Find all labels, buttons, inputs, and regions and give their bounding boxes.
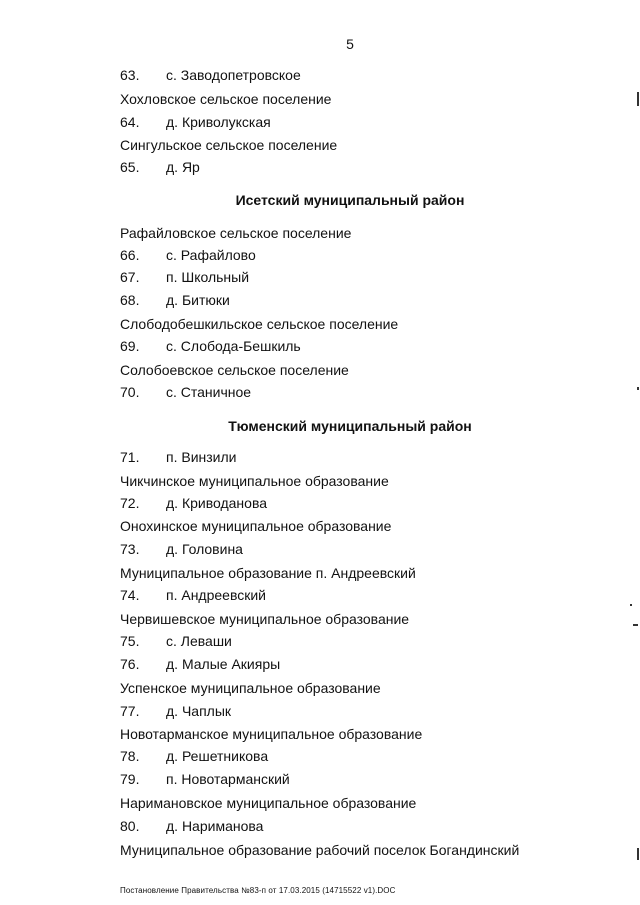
- municipality-name: Рафайловское сельское поселение: [120, 225, 352, 241]
- item-number: 73.: [120, 541, 140, 557]
- settlement-name: д. Решетникова: [166, 748, 269, 764]
- item-number: 71.: [120, 449, 140, 465]
- settlement-name: д. Криводанова: [166, 495, 268, 511]
- item-number: 76.: [120, 656, 140, 672]
- list-item: [120, 291, 230, 309]
- settlement-name: с. Рафайлово: [166, 247, 256, 263]
- municipality-name: Червишевское муниципальное образование: [120, 611, 410, 627]
- list-item: [120, 540, 243, 558]
- page-number: 5: [346, 36, 354, 52]
- settlement-name: д. Малые Акияры: [166, 656, 281, 672]
- item-number: 64.: [120, 114, 140, 130]
- list-item: [120, 268, 249, 286]
- scan-mark: [637, 848, 639, 860]
- municipality-name: Муниципальное образование п. Андреевский: [120, 565, 416, 581]
- item-number: 77.: [120, 703, 140, 719]
- item-number: 68.: [120, 292, 140, 308]
- settlement-name: п. Андреевский: [166, 587, 267, 603]
- settlement-name: д. Чаплык: [166, 703, 232, 719]
- municipality-name: Онохинское муниципальное образование: [120, 518, 392, 534]
- municipality-name: Муниципальное образование рабочий поселок Богандинский: [120, 842, 520, 858]
- list-item: [120, 158, 200, 176]
- municipality-name: Хохловское сельское поселение: [120, 91, 332, 107]
- item-number: 79.: [120, 771, 140, 787]
- list-item: [120, 448, 236, 466]
- list-item: [120, 747, 268, 765]
- item-number: 80.: [120, 818, 140, 834]
- settlement-name: с. Слобода-Бешкиль: [166, 338, 301, 354]
- municipality-name: Успенское муниципальное образование: [120, 680, 381, 696]
- municipality-name: Солобоевское сельское поселение: [120, 362, 349, 378]
- item-number: 72.: [120, 495, 140, 511]
- municipality-name: Наримановское муниципальное образование: [120, 795, 417, 811]
- item-number: 69.: [120, 338, 140, 354]
- municipality-name: Новотарманское муниципальное образование: [120, 726, 423, 742]
- scan-mark: [637, 92, 639, 106]
- list-item: [120, 770, 290, 788]
- list-item: [120, 632, 232, 650]
- municipality-name: Чикчинское муниципальное образование: [120, 473, 389, 489]
- scan-mark: [633, 624, 638, 626]
- item-number: 66.: [120, 247, 140, 263]
- scan-mark: [637, 387, 639, 390]
- settlement-name: д. Яр: [166, 159, 200, 175]
- list-item: [120, 113, 271, 131]
- settlement-name: д. Головина: [166, 541, 243, 557]
- scan-mark: [630, 604, 632, 606]
- settlement-name: с. Заводопетровское: [166, 67, 301, 83]
- list-item: [120, 337, 301, 355]
- municipality-name: Слободобешкильское сельское поселение: [120, 316, 399, 332]
- list-item: [120, 246, 256, 264]
- item-number: 78.: [120, 748, 140, 764]
- settlement-name: п. Школьный: [166, 269, 250, 285]
- settlement-name: с. Леваши: [166, 633, 232, 649]
- item-number: 65.: [120, 159, 140, 175]
- settlement-name: д. Нариманова: [166, 818, 264, 834]
- settlement-name: п. Винзили: [166, 449, 237, 465]
- list-item: [120, 817, 263, 835]
- footer-text: Постановление Правительства №83-п от 17.03.2015 (14715522 v1).DOC: [120, 886, 396, 895]
- settlement-name: д. Битюки: [166, 292, 230, 308]
- item-number: 75.: [120, 633, 140, 649]
- settlement-name: п. Новотарманский: [166, 771, 290, 787]
- list-item: [120, 383, 251, 401]
- list-item: [120, 66, 301, 84]
- item-number: 67.: [120, 269, 140, 285]
- list-item: [120, 494, 267, 512]
- list-item: [120, 655, 280, 673]
- section-heading: Исетский муниципальный район: [235, 192, 465, 208]
- list-item: [120, 702, 231, 720]
- item-number: 63.: [120, 67, 140, 83]
- item-number: 70.: [120, 384, 140, 400]
- municipality-name: Сингульское сельское поселение: [120, 137, 338, 153]
- settlement-name: д. Криволукская: [166, 114, 271, 130]
- section-heading: Тюменский муниципальный район: [228, 418, 472, 434]
- settlement-name: с. Станичное: [166, 384, 252, 400]
- list-item: [120, 586, 266, 604]
- item-number: 74.: [120, 587, 140, 603]
